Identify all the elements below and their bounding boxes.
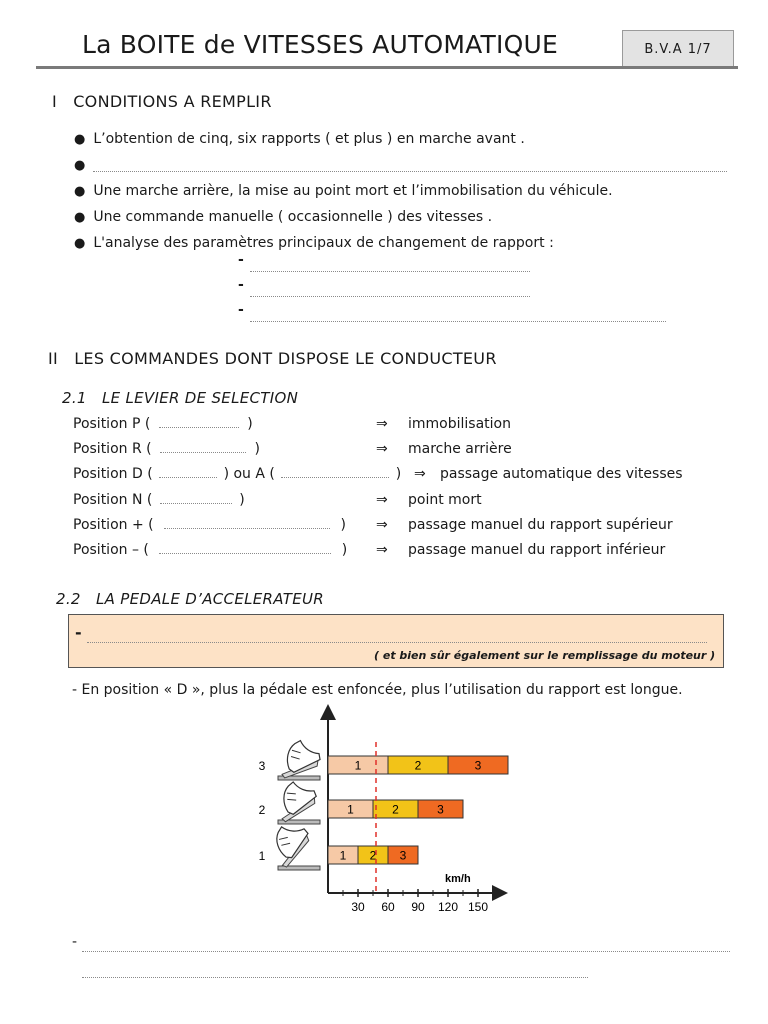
position-meaning: passage automatique des vitesses (440, 466, 683, 482)
dash-2: - (238, 277, 244, 293)
gear-shift-chart (240, 700, 530, 920)
bullet-text: Une marche arrière, la mise au point mort et l’immobilisation du véhicule. (93, 183, 613, 199)
foot-pedal-icon (271, 776, 321, 824)
position-label: Position – ( (73, 542, 149, 558)
pedal-answer-box (68, 614, 724, 668)
section-1-title: CONDITIONS A REMPLIR (73, 92, 272, 111)
list-item (74, 126, 727, 152)
implies-arrow-icon: ⇒ (376, 517, 388, 533)
page-badge: B.V.A 1/7 (622, 30, 734, 68)
gear-label: 3 (474, 758, 482, 773)
section-2-number: II (48, 349, 59, 368)
subsection-2-1-heading (62, 389, 298, 407)
x-tick-label: 30 (351, 900, 365, 914)
position-meaning: passage manuel du rapport supérieur (408, 517, 673, 533)
bullet-icon: ● (74, 183, 86, 199)
position-row-n (73, 492, 245, 508)
row-label: 2 (258, 803, 266, 817)
bullet-text: L’obtention de cinq, six rapports ( et plus ) en marche avant . (93, 131, 525, 147)
fill-in-line[interactable] (281, 477, 389, 478)
bullet-icon: ● (74, 209, 86, 225)
fill-in-line[interactable] (82, 951, 730, 952)
fill-in-line[interactable] (159, 553, 331, 554)
section-2-title: LES COMMANDES DONT DISPOSE LE CONDUCTEUR (74, 349, 497, 368)
position-d-explanation: - En position « D », plus la pédale est enfoncée, plus l’utilisation du rapport est longue. (72, 682, 683, 698)
title-divider (36, 66, 738, 69)
gear-label: 3 (437, 802, 444, 817)
gear-label: 1 (339, 848, 347, 863)
implies-arrow-icon: ⇒ (376, 416, 388, 432)
bullet-text: Une commande manuelle ( occasionnelle ) des vitesses . (93, 209, 493, 225)
position-meaning: marche arrière (408, 441, 512, 457)
page-title: La BOITE de VITESSES AUTOMATIQUE (82, 30, 558, 59)
list-item (74, 152, 727, 178)
paren-close: ) (239, 492, 245, 508)
position-row-d (73, 466, 401, 482)
gear-label: 1 (347, 802, 354, 817)
subsection-2-2-heading (56, 590, 324, 608)
subsection-title: LE LEVIER DE SELECTION (101, 389, 299, 407)
list-item (74, 204, 727, 230)
fill-in-line[interactable] (250, 296, 530, 297)
bullet-list (74, 126, 727, 256)
position-meaning: passage manuel du rapport inférieur (408, 542, 666, 558)
x-tick-label: 120 (437, 900, 459, 914)
section-1-number: I (52, 92, 58, 111)
fill-in-line[interactable] (250, 321, 666, 322)
position-row-minus (73, 542, 347, 558)
position-label: Position D ( (73, 466, 153, 482)
fill-in-line[interactable] (87, 642, 707, 643)
fill-in-line[interactable] (160, 452, 246, 453)
paren-close: ) (254, 441, 260, 457)
dash-1: - (238, 252, 244, 268)
position-label: Position P ( (73, 416, 151, 432)
fill-in-line[interactable] (160, 503, 232, 504)
or-a-label: ) ou A ( (223, 466, 275, 482)
list-item (74, 178, 727, 204)
fill-in-line[interactable] (159, 477, 217, 478)
x-tick-label: 90 (411, 900, 425, 914)
row-label: 3 (258, 759, 266, 773)
implies-arrow-icon: ⇒ (414, 466, 426, 482)
implies-arrow-icon: ⇒ (376, 441, 388, 457)
subsection-title: LA PEDALE D’ACCELERATEUR (95, 590, 324, 608)
gear-label: 2 (392, 802, 399, 817)
section-1-heading (52, 92, 272, 111)
position-row-r (73, 441, 260, 457)
gear-label: 2 (369, 848, 377, 863)
x-tick-label: 150 (467, 900, 489, 914)
paren-close: ) (395, 466, 402, 482)
paren-close: ) (247, 416, 253, 432)
fill-in-line[interactable] (164, 528, 330, 529)
footer-dash: - (72, 934, 78, 950)
implies-arrow-icon: ⇒ (376, 492, 388, 508)
gear-label: 3 (399, 848, 407, 863)
fill-in-line[interactable] (93, 171, 727, 172)
fill-in-line[interactable] (82, 977, 588, 978)
foot-pedal-icon (277, 738, 322, 780)
foot-pedal-icon (263, 817, 320, 870)
gear-label: 1 (354, 758, 362, 773)
bullet-icon: ● (74, 235, 86, 251)
gear-label: 2 (414, 758, 422, 773)
position-label: Position R ( (73, 441, 152, 457)
row-label: 1 (258, 849, 266, 863)
position-row-plus (73, 517, 346, 533)
subsection-number: 2.1 (62, 389, 87, 407)
pedal-note: ( et bien sûr également sur le remplissage du moteur ) (374, 649, 716, 662)
bullet-icon: ● (74, 157, 86, 173)
fill-in-line[interactable] (250, 271, 530, 272)
position-label: Position N ( (73, 492, 153, 508)
fill-in-line[interactable] (159, 427, 239, 428)
bullet-icon: ● (74, 131, 86, 147)
position-label: Position + ( (73, 517, 154, 533)
x-axis-label: km/h (445, 873, 471, 885)
dash-3: - (238, 302, 244, 318)
list-item (74, 230, 727, 256)
subsection-number: 2.2 (56, 590, 81, 608)
implies-arrow-icon: ⇒ (376, 542, 388, 558)
position-row-p (73, 416, 253, 432)
paren-close: ) (340, 517, 346, 533)
bullet-text: L'analyse des paramètres principaux de changement de rapport : (93, 235, 554, 251)
position-meaning: immobilisation (408, 416, 511, 432)
x-tick-label: 60 (381, 900, 395, 914)
section-2-heading (48, 349, 497, 368)
paren-close: ) (341, 542, 348, 558)
position-meaning: point mort (408, 492, 482, 508)
pedal-dash: - (75, 623, 82, 642)
